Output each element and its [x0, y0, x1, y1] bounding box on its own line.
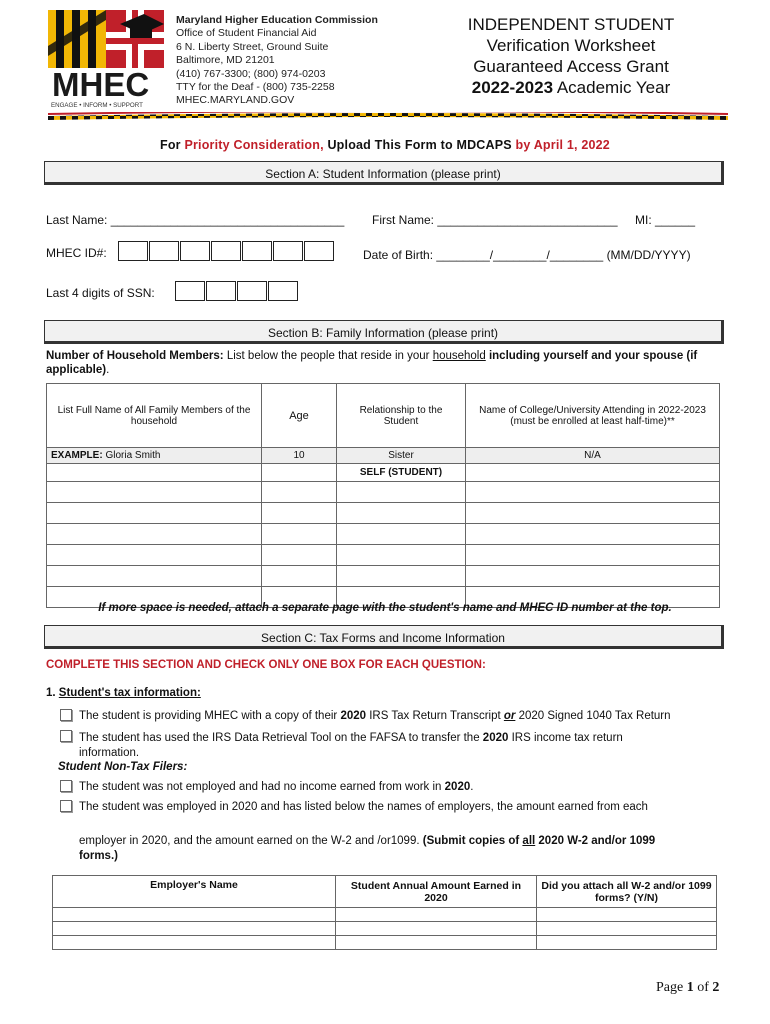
- irs-drt-checkbox[interactable]: [60, 730, 72, 742]
- col-attached-header: Did you attach all W-2 and/or 1099 forms? (Y/N): [537, 876, 717, 908]
- household-instructions: Number of Household Members: List below the people that reside in your household including yourself and your spouse (if applicable).: [46, 350, 698, 376]
- agency-street: 6 N. Liberty Street, Ground Suite: [176, 40, 329, 53]
- more-space-note: If more space is needed, attach a separate page with the student's name and MHEC ID number at the top.: [98, 602, 672, 614]
- title-year: 2022-2023 Academic Year: [471, 78, 671, 97]
- priority-notice: For Priority Consideration, Upload This Form to MDCAPS by April 1, 2022: [160, 138, 610, 152]
- ssn-label: Last 4 digits of SSN:: [46, 286, 155, 300]
- family-table-header: [47, 384, 720, 448]
- table-row[interactable]: [53, 908, 717, 922]
- section-b-header: Section B: Family Information (please print): [44, 320, 724, 344]
- form-title: [455, 14, 687, 98]
- last-name-field[interactable]: Last Name: ___________________________________: [46, 213, 345, 227]
- col-amount-header: Student Annual Amount Earned in 2020: [336, 876, 537, 908]
- agency-address: [176, 14, 378, 108]
- col-name-header: List Full Name of All Family Members of the household: [47, 384, 262, 448]
- table-row[interactable]: [47, 503, 720, 524]
- non-tax-filers-label: Student Non-Tax Filers:: [58, 761, 188, 773]
- option-irs-drt: The student has used the IRS Data Retrieval Tool on the FAFSA to transfer the 2020 IRS income tax return information.: [79, 732, 623, 759]
- example-row: EXAMPLE: Gloria Smith 10 Sister N/A: [47, 448, 720, 464]
- section-a-header: Section A: Student Information (please print): [44, 161, 724, 185]
- agency-website: MHEC.MARYLAND.GOV: [176, 94, 295, 107]
- employer-table: [52, 875, 717, 950]
- self-row[interactable]: SELF (STUDENT): [47, 464, 720, 482]
- mhec-id-boxes[interactable]: [118, 241, 335, 261]
- table-row[interactable]: [53, 936, 717, 950]
- title-line-3: Guaranteed Access Grant: [473, 57, 669, 76]
- title-line-2: Verification Worksheet: [486, 36, 656, 55]
- agency-tty: TTY for the Deaf - (800) 735-2258: [176, 81, 335, 94]
- section-c-instruction: COMPLETE THIS SECTION AND CHECK ONLY ONE BOX FOR EACH QUESTION:: [46, 659, 486, 671]
- agency-name: Maryland Higher Education Commission: [176, 14, 378, 26]
- table-row[interactable]: [47, 482, 720, 503]
- option-employed-continued: employer in 2020, and the amount earned on the W-2 and /or1099. (Submit copies of all 2020 W-2 and/or 1099 forms.): [79, 835, 656, 862]
- option-not-employed: The student was not employed and had no income earned from work in 2020.: [79, 781, 474, 793]
- not-employed-checkbox[interactable]: [60, 780, 72, 792]
- col-employer-header: Employer's Name: [53, 876, 336, 908]
- mhec-id-label: MHEC ID#:: [46, 246, 107, 260]
- table-row[interactable]: [53, 922, 717, 936]
- family-table: [46, 383, 720, 608]
- table-row[interactable]: [47, 524, 720, 545]
- agency-phone: (410) 767-3300; (800) 974-0203: [176, 67, 326, 80]
- col-relationship-header: Relationship to the Student: [337, 384, 466, 448]
- col-age-header: Age: [262, 384, 337, 448]
- dob-field[interactable]: Date of Birth: ________/________/________ (MM/DD/YYYY): [363, 248, 691, 262]
- svg-text:ENGAGE • INFORM • SUPPORT: ENGAGE • INFORM • SUPPORT: [51, 102, 143, 109]
- tax-transcript-checkbox[interactable]: [60, 709, 72, 721]
- option-employed: The student was employed in 2020 and has listed below the names of employers, the amount earned from each: [79, 801, 648, 813]
- employer-table-header: [53, 876, 717, 908]
- svg-text:MHEC: MHEC: [52, 66, 150, 103]
- flag-stripe-divider: [48, 112, 728, 120]
- first-name-field[interactable]: First Name: ___________________________: [372, 213, 618, 227]
- agency-city: Baltimore, MD 21201: [176, 54, 275, 67]
- q1-title: 1. Student's tax information:: [46, 687, 201, 699]
- title-line-1: INDEPENDENT STUDENT: [467, 15, 675, 34]
- table-row[interactable]: [47, 566, 720, 587]
- page-number: Page 1 of 2: [656, 980, 720, 995]
- ssn-boxes[interactable]: [175, 281, 299, 301]
- mi-field[interactable]: MI: ______: [635, 213, 696, 227]
- table-row[interactable]: [47, 545, 720, 566]
- agency-office: Office of Student Financial Aid: [176, 27, 317, 40]
- maryland-flag-icon: [48, 10, 164, 110]
- section-c-header: Section C: Tax Forms and Income Information: [44, 625, 724, 649]
- employed-checkbox[interactable]: [60, 800, 72, 812]
- option-tax-transcript: The student is providing MHEC with a copy of their 2020 IRS Tax Return Transcript or 2020 Signed 1040 Tax Return: [79, 710, 671, 722]
- mhec-logo: [48, 10, 164, 110]
- col-college-header: Name of College/University Attending in 2022-2023 (must be enrolled at least half-time)**: [466, 384, 720, 448]
